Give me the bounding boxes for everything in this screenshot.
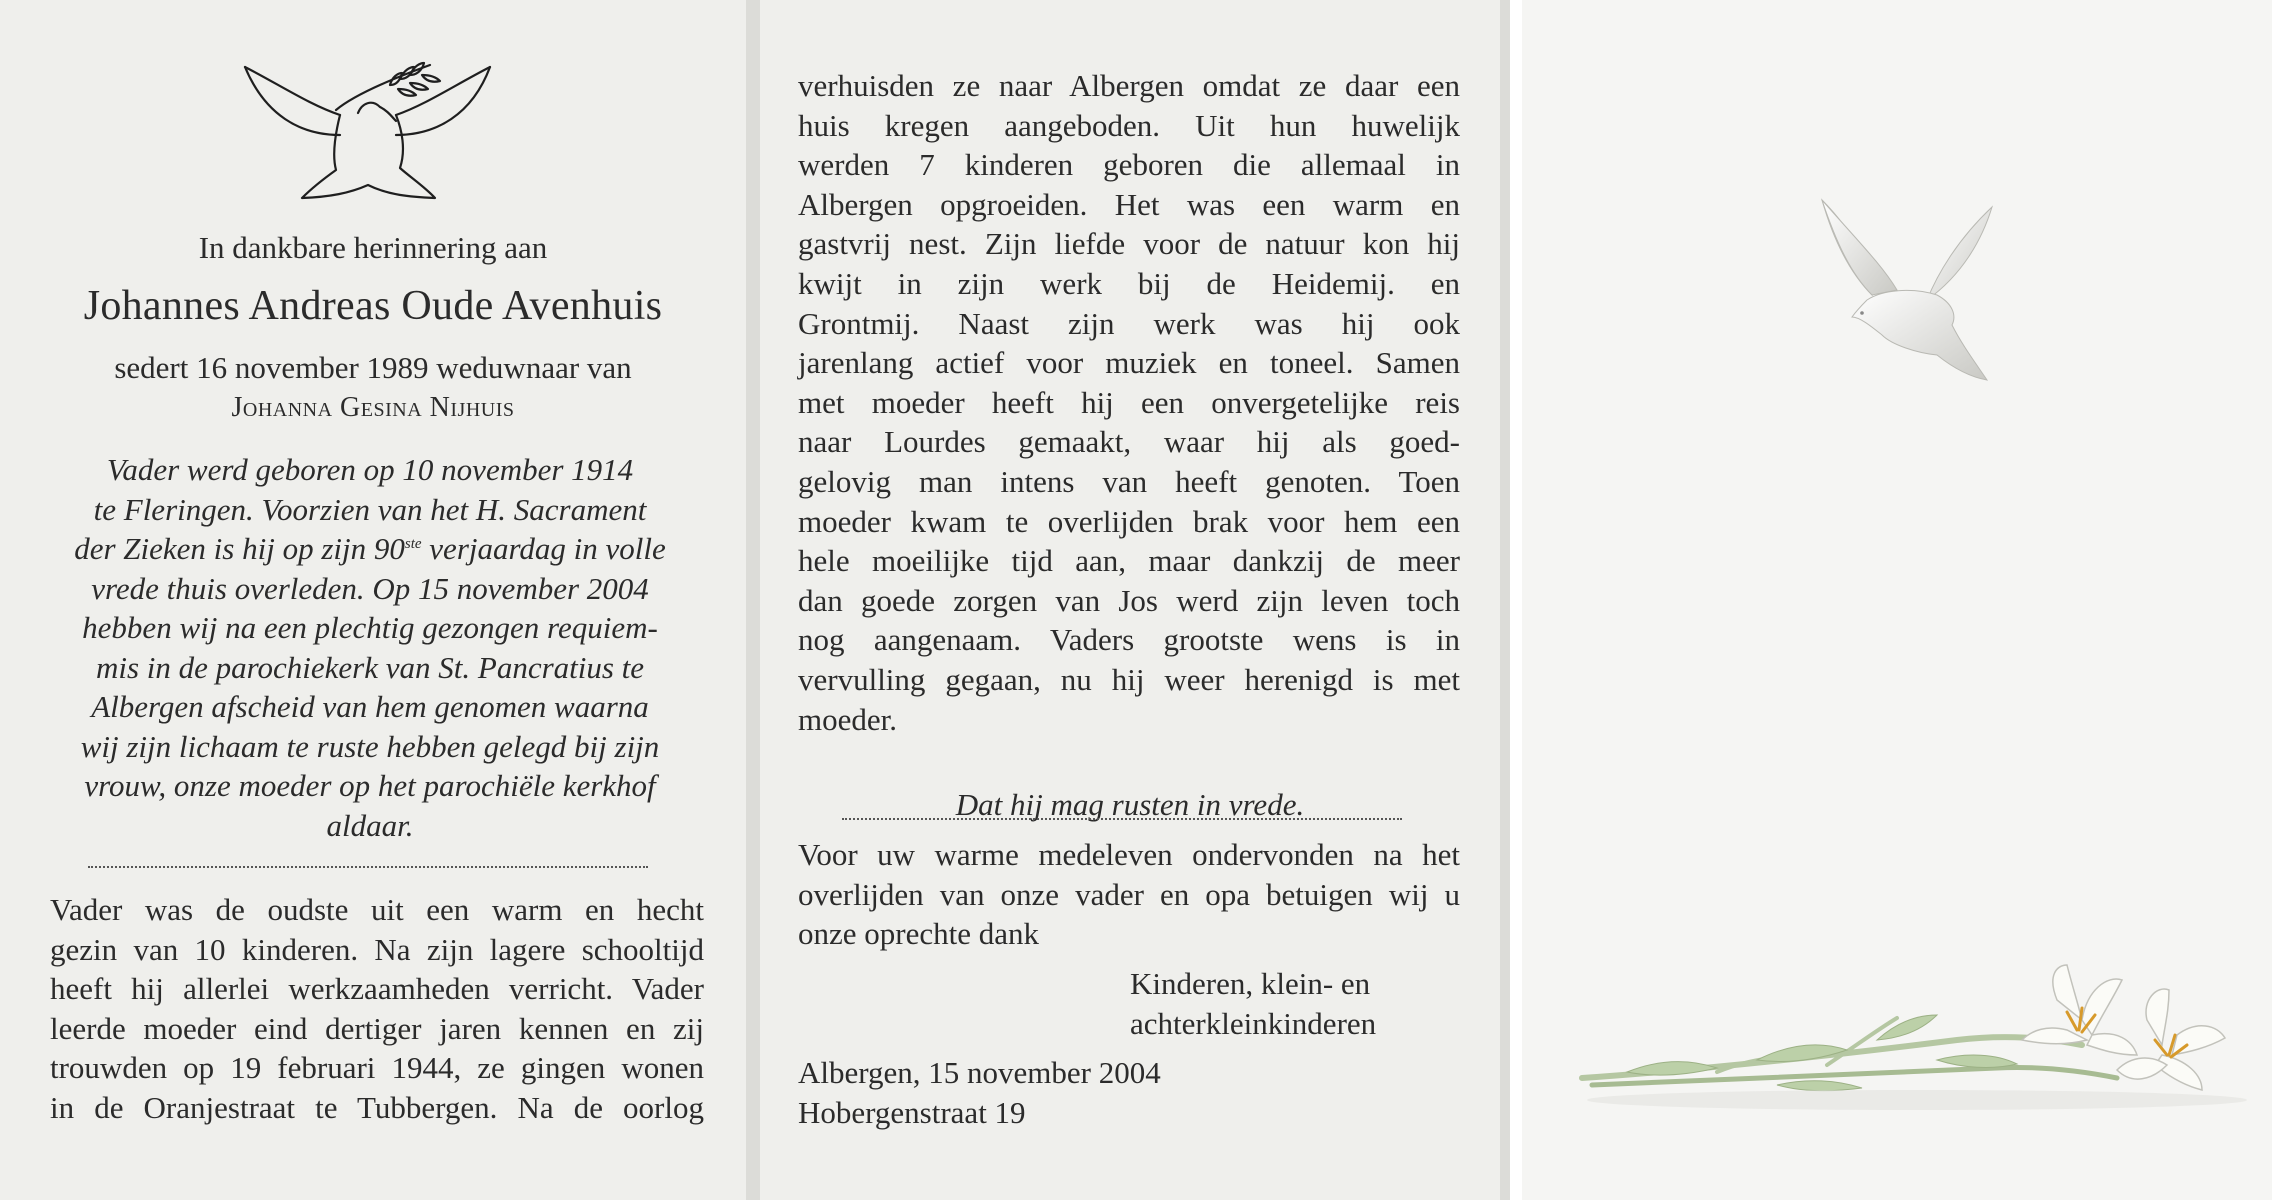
thanks-line: overlijden van onze vader en opa betuigen wij u bbox=[798, 876, 1460, 912]
deceased-name: Johannes Andreas Oude Avenhuis bbox=[83, 283, 663, 329]
biography-line: gastvrij nest. Zijn liefde voor de natuur kon hij bbox=[798, 226, 1460, 262]
dove-with-olive-branch-icon bbox=[240, 55, 496, 205]
life-summary-line-suffix: verjaardag in volle bbox=[429, 531, 666, 566]
rest-in-peace-quote: Dat hij mag rusten in vrede. bbox=[955, 787, 1305, 822]
biography-line: leerde moeder eind dertiger jaren kennen en zij bbox=[50, 1010, 704, 1046]
signature-line: achterkleinkinderen bbox=[1130, 1006, 1377, 1041]
biography-line: verhuisden ze naar Albergen omdat ze daar een bbox=[798, 68, 1460, 103]
life-summary-line: vrouw, onze moeder op het parochiële kerkhof bbox=[84, 768, 656, 803]
thanks-line: Voor uw warme medeleven ondervonden na het bbox=[798, 837, 1460, 872]
ordinal-suffix: ste bbox=[404, 536, 422, 552]
place-date: Albergen, 15 november 2004 bbox=[798, 1055, 1161, 1090]
biography-line: Albergen opgroeiden. Het was een warm en bbox=[798, 186, 1460, 222]
biography-line: jarenlang actief voor muziek en toneel. Samen bbox=[798, 345, 1460, 381]
life-summary-line bbox=[50, 529, 690, 569]
biography-line: trouwden op 19 februari 1944, ze gingen wonen bbox=[50, 1050, 704, 1086]
biography-line: vervulling gegaan, nu hij weer herenigd is met bbox=[798, 661, 1460, 697]
life-summary bbox=[50, 450, 690, 845]
life-summary-line-prefix: der Zieken is hij op zijn 90 bbox=[74, 531, 405, 566]
intro-text: In dankbare herinnering aan bbox=[198, 230, 548, 265]
widower-line: sedert 16 november 1989 weduwnaar van bbox=[114, 350, 632, 385]
life-summary-line: Vader werd geboren op 10 november 1914 bbox=[106, 452, 634, 487]
cover-panel bbox=[1522, 0, 2272, 1200]
biography-line: met moeder heeft hij een onvergetelijke reis bbox=[798, 384, 1460, 420]
signature-line: Kinderen, klein- en bbox=[1130, 966, 1371, 1001]
biography-line: naar Lourdes gemaakt, waar hij als goed- bbox=[798, 424, 1460, 460]
biography-line: kwijt in zijn werk bij de Heidemij. en bbox=[798, 265, 1460, 301]
fold-gap-left bbox=[746, 0, 760, 1200]
life-summary-line: hebben wij na een plechtig gezongen requiem- bbox=[82, 610, 658, 645]
biography-line: huis kregen aangeboden. Uit hun huwelijk bbox=[798, 107, 1460, 143]
dotted-divider bbox=[88, 866, 648, 868]
life-summary-line: vrede thuis overleden. Op 15 november 2004 bbox=[91, 570, 649, 606]
thanks-text bbox=[798, 835, 1460, 954]
biography-line: moeder. bbox=[798, 701, 897, 737]
biography-line: in de Oranjestraat te Tubbergen. Na de oorlog bbox=[50, 1089, 704, 1125]
biography-line: werden 7 kinderen geboren die allemaal in bbox=[798, 147, 1460, 183]
thanks-line: onze oprechte dank bbox=[798, 916, 1039, 952]
fold-gap-right bbox=[1500, 0, 1510, 1200]
address: Hobergenstraat 19 bbox=[798, 1095, 1026, 1130]
life-summary-line: wij zijn lichaam te ruste hebben gelegd bij zijn bbox=[80, 728, 660, 764]
biography-line: nog aangenaam. Vaders grootste wens is in bbox=[798, 622, 1460, 658]
biography-line: heeft hij allerlei werkzaamheden verricht. Vader bbox=[50, 971, 704, 1007]
flying-dove-icon bbox=[1812, 195, 2012, 405]
card-edge bbox=[1510, 0, 1522, 1200]
life-summary-line: Albergen afscheid van hem genomen waarna bbox=[91, 689, 649, 724]
signature bbox=[1130, 964, 1376, 1044]
life-summary-line: te Fleringen. Voorzien van het H. Sacrament bbox=[93, 491, 647, 527]
biography-line: Vader was de oudste uit een warm en hecht bbox=[50, 892, 704, 927]
biography-line: gelovig man intens van heeft genoten. Toen bbox=[798, 463, 1460, 499]
biography-part-1 bbox=[50, 890, 704, 1128]
life-summary-line: mis in de parochiekerk van St. Pancratius te bbox=[95, 649, 645, 685]
biography-line: dan goede zorgen van Jos werd zijn leven toch bbox=[798, 582, 1460, 618]
biography-line: moeder kwam te overlijden brak voor hem een bbox=[798, 503, 1460, 539]
life-summary-line: aldaar. bbox=[326, 807, 414, 843]
biography-line: gezin van 10 kinderen. Na zijn lagere schooltijd bbox=[50, 931, 704, 967]
lily-flowers-icon bbox=[1577, 960, 2257, 1135]
biography-line: hele moeilijke tijd aan, maar dankzij de meer bbox=[798, 543, 1460, 579]
place-and-address bbox=[798, 1053, 1161, 1133]
left-panel bbox=[0, 0, 746, 1200]
wife-name: Johanna Gesina Nijhuis bbox=[231, 392, 515, 423]
biography-line: Grontmij. Naast zijn werk was hij ook bbox=[798, 305, 1460, 341]
middle-panel-thanks bbox=[760, 0, 1500, 1200]
